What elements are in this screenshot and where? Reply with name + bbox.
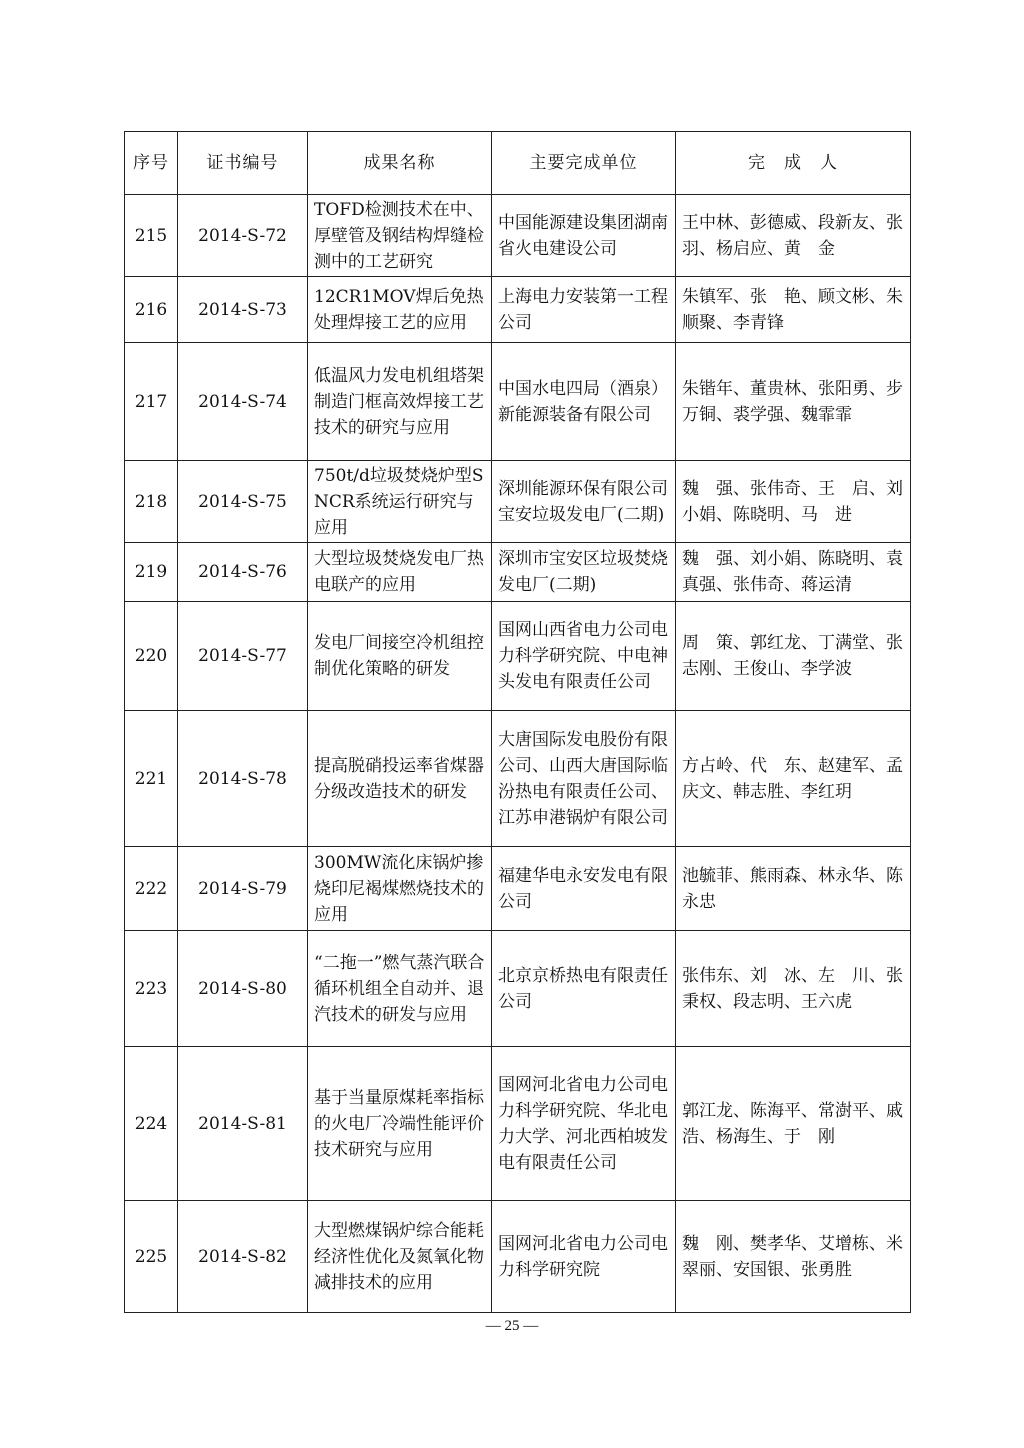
certificate-number-cell: 2014-S-78: [178, 711, 308, 847]
certificate-number-cell: 2014-S-73: [178, 277, 308, 343]
serial-number-cell: 217: [125, 343, 178, 461]
contributors-cell: 池毓菲、熊雨森、林永华、陈永忠: [676, 847, 911, 931]
contributors-cell: 魏 强、刘小娟、陈晓明、袁真强、张伟奇、蒋运清: [676, 543, 911, 602]
achievement-name-cell: 750t/d垃圾焚烧炉型SNCR系统运行研究与应用: [308, 461, 492, 543]
table-row: [125, 1047, 911, 1201]
header-contributors: 完 成 人: [676, 132, 911, 195]
page-number: — 25 —: [485, 1318, 539, 1334]
main-unit-cell: 中国能源建设集团湖南省火电建设公司: [492, 195, 676, 277]
certificate-number-cell: 2014-S-75: [178, 461, 308, 543]
certificate-number-cell: 2014-S-80: [178, 931, 308, 1047]
table-row: [125, 195, 911, 277]
contributors-cell: 魏 强、张伟奇、王 启、刘小娟、陈晓明、马 进: [676, 461, 911, 543]
main-unit-cell: 大唐国际发电股份有限公司、山西大唐国际临汾热电有限责任公司、江苏申港锅炉有限公司: [492, 711, 676, 847]
achievement-name-cell: 大型垃圾焚烧发电厂热电联产的应用: [308, 543, 492, 602]
table-row: [125, 543, 911, 602]
serial-number-cell: 216: [125, 277, 178, 343]
achievement-name-cell: 发电厂间接空冷机组控制优化策略的研发: [308, 602, 492, 711]
awards-table: [124, 131, 920, 1313]
certificate-number-cell: 2014-S-81: [178, 1047, 308, 1201]
header-serial-number: 序号: [125, 132, 178, 195]
contributors-cell: 朱锴年、董贵林、张阳勇、步万铜、裘学强、魏霏霏: [676, 343, 911, 461]
table-row: [125, 847, 911, 931]
certificate-number-cell: 2014-S-82: [178, 1201, 308, 1313]
contributors-cell: 魏 刚、樊孝华、艾增栋、米翠丽、安国银、张勇胜: [676, 1201, 911, 1313]
serial-number-cell: 222: [125, 847, 178, 931]
header-certificate-number: 证书编号: [178, 132, 308, 195]
table-row: [125, 1201, 911, 1313]
serial-number-cell: 219: [125, 543, 178, 602]
achievement-name-cell: 12CR1MOV焊后免热处理焊接工艺的应用: [308, 277, 492, 343]
achievement-name-cell: 基于当量原煤耗率指标的火电厂冷端性能评价技术研究与应用: [308, 1047, 492, 1201]
main-unit-cell: 深圳能源环保有限公司宝安垃圾发电厂(二期): [492, 461, 676, 543]
certificate-number-cell: 2014-S-76: [178, 543, 308, 602]
main-unit-cell: 北京京桥热电有限责任公司: [492, 931, 676, 1047]
serial-number-cell: 225: [125, 1201, 178, 1313]
main-unit-cell: 中国水电四局（酒泉）新能源装备有限公司: [492, 343, 676, 461]
certificate-number-cell: 2014-S-79: [178, 847, 308, 931]
achievement-name-cell: 大型燃煤锅炉综合能耗经济性优化及氮氧化物减排技术的应用: [308, 1201, 492, 1313]
certificate-number-cell: 2014-S-74: [178, 343, 308, 461]
main-unit-cell: 福建华电永安发电有限公司: [492, 847, 676, 931]
achievement-name-cell: “二拖一”燃气蒸汽联合循环机组全自动并、退汽技术的研发与应用: [308, 931, 492, 1047]
header-achievement-name: 成果名称: [308, 132, 492, 195]
serial-number-cell: 223: [125, 931, 178, 1047]
table-row: [125, 461, 911, 543]
table-row: [125, 931, 911, 1047]
main-unit-cell: 国网河北省电力公司电力科学研究院、华北电力大学、河北西柏坡发电有限责任公司: [492, 1047, 676, 1201]
main-unit-cell: 国网山西省电力公司电力科学研究院、中电神头发电有限责任公司: [492, 602, 676, 711]
serial-number-cell: 218: [125, 461, 178, 543]
certificate-number-cell: 2014-S-72: [178, 195, 308, 277]
achievement-name-cell: 300MW流化床锅炉掺烧印尼褐煤燃烧技术的应用: [308, 847, 492, 931]
contributors-cell: 张伟东、刘 冰、左 川、张秉权、段志明、王六虎: [676, 931, 911, 1047]
serial-number-cell: 215: [125, 195, 178, 277]
serial-number-cell: 224: [125, 1047, 178, 1201]
contributors-cell: 周 策、郭红龙、丁满堂、张志刚、王俊山、李学波: [676, 602, 911, 711]
main-unit-cell: 深圳市宝安区垃圾焚烧发电厂(二期): [492, 543, 676, 602]
table-row: [125, 602, 911, 711]
contributors-cell: 王中林、彭德威、段新友、张 羽、杨启应、黄 金: [676, 195, 911, 277]
serial-number-cell: 221: [125, 711, 178, 847]
table-header-row: [125, 132, 911, 195]
achievement-name-cell: TOFD检测技术在中、厚壁管及钢结构焊缝检测中的工艺研究: [308, 195, 492, 277]
contributors-cell: 郭江龙、陈海平、常澍平、戚 浩、杨海生、于 刚: [676, 1047, 911, 1201]
table-row: [125, 711, 911, 847]
serial-number-cell: 220: [125, 602, 178, 711]
main-unit-cell: 国网河北省电力公司电力科学研究院: [492, 1201, 676, 1313]
table-row: [125, 277, 911, 343]
contributors-cell: 方占岭、代 东、赵建军、孟庆文、韩志胜、李红玥: [676, 711, 911, 847]
table-row: [125, 343, 911, 461]
achievement-name-cell: 提高脱硝投运率省煤器分级改造技术的研发: [308, 711, 492, 847]
contributors-cell: 朱镇军、张 艳、顾文彬、朱顺聚、李青锋: [676, 277, 911, 343]
header-main-unit: 主要完成单位: [492, 132, 676, 195]
main-unit-cell: 上海电力安装第一工程公司: [492, 277, 676, 343]
certificate-number-cell: 2014-S-77: [178, 602, 308, 711]
achievement-name-cell: 低温风力发电机组塔架制造门框高效焊接工艺技术的研究与应用: [308, 343, 492, 461]
